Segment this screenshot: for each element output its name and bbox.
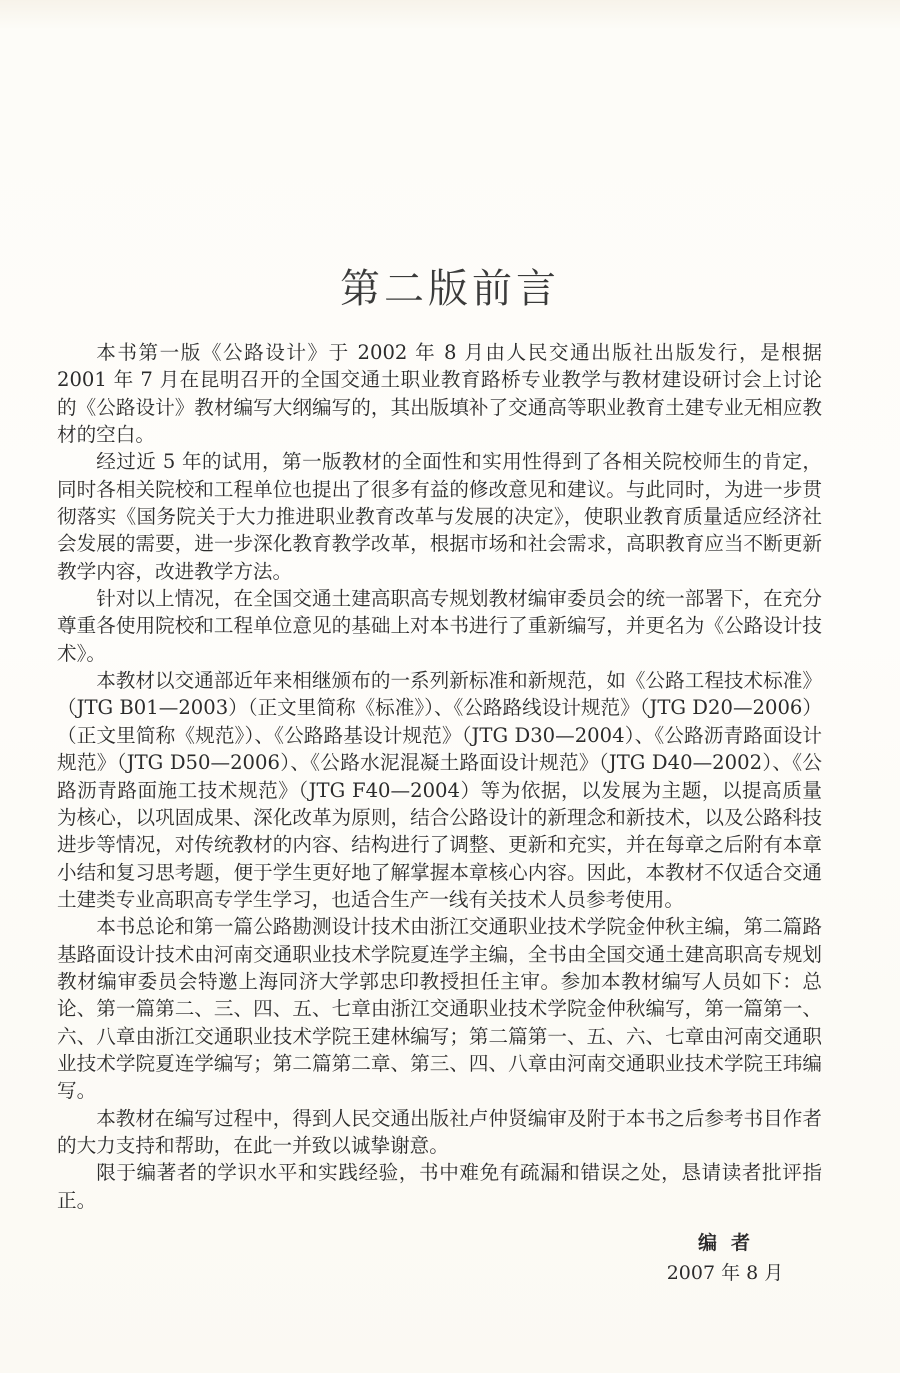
page-title: 第二版前言 xyxy=(340,265,560,312)
paragraph-trial-feedback: 经过近 5 年的试用，第一版教材的全面性和实用性得到了各相关院校师生的肯定，同时各相关院校和工程单位也提出了很多有益的修改意见和建议。与此同时，为进一步贯彻落实《国务院关于大力推进职业教育改革与发展的决定》，使职业教育质量适应经济社会发展的需要，进一步深化教育教学改革，根据市场和社会需求，高职教育应当不断更新教学内容，改进教学方法。 xyxy=(57,450,822,583)
signature-date: 2007 年 8 月 xyxy=(666,1262,784,1284)
paragraph-authors: 本书总论和第一篇公路勘测设计技术由浙江交通职业技术学院金仲秋主编，第二篇路基路面设计技术由河南交通职业技术学院夏连学主编，全书由全国交通土建高职高专规划教材编审委员会特邀上海同济大学郭忠印教授担任主审。参加本教材编写人员如下：总论、第一篇第二、三、四、五、七章由浙江交通职业技术学院金仲秋编写，第一篇第一、六、八章由浙江交通职业技术学院王建林编写；第二篇第一、五、六、七章由河南交通职业技术学院夏连学编写；第二篇第二章、第三、四、八章由河南交通职业技术学院王玮编写。 xyxy=(57,915,822,1103)
paragraph-first-edition: 本书第一版《公路设计》于 2002 年 8 月由人民交通出版社出版发行，是根据 2001 年 7 月在昆明召开的全国交通土职业教育路桥专业教学与教材建设研讨会上讨论的《公路设计》教材编写大纲编写的，其出版填补了交通高等职业教育土建专业无相应教材的空白。 xyxy=(57,341,822,447)
preface-body xyxy=(57,339,822,1214)
paragraph-acknowledgement: 本教材在编写过程中，得到人民交通出版社卢仲贤编审及附于本书之后参考书目作者的大力支持和帮助，在此一并致以诚挚谢意。 xyxy=(57,1106,822,1157)
signature: 编者 xyxy=(697,1232,764,1254)
paragraph-standards: 本教材以交通部近年来相继颁布的一系列新标准和新规范，如《公路工程技术标准》（JTG B01—2003）（正文里简称《标准》）、《公路路线设计规范》（JTG D20—2006）（正文里简称《规范》）、《公路路基设计规范》（JTG D30—2004）、《公路沥青路面设计规范》（JTG D50—2006）、《公路水泥混凝土路面设计规范》（JTG D40—2002）、《公路沥青路面施工技术规范》（JTG F40—2004）等为依据，以发展为主题，以提高质量为核心，以巩固成果、深化改革为原则，结合公路设计的新理念和新技术，以及公路科技进步等情况，对传统教材的内容、结构进行了调整、更新和充实，并在每章之后附有本章小结和复习思考题，便于学生更好地了解掌握本章核心内容。因此，本教材不仅适合交通土建类专业高职高专学生学习，也适合生产一线有关技术人员参考使用。 xyxy=(57,669,822,911)
paragraph-disclaimer: 限于编著者的学识水平和实践经验，书中难免有疏漏和错误之处，恳请读者批评指正。 xyxy=(57,1161,822,1212)
paragraph-rewrite: 针对以上情况，在全国交通土建高职高专规划教材编审委员会的统一部署下，在充分尊重各使用院校和工程单位意见的基础上对本书进行了重新编写，并更名为《公路设计技术》。 xyxy=(57,587,822,665)
